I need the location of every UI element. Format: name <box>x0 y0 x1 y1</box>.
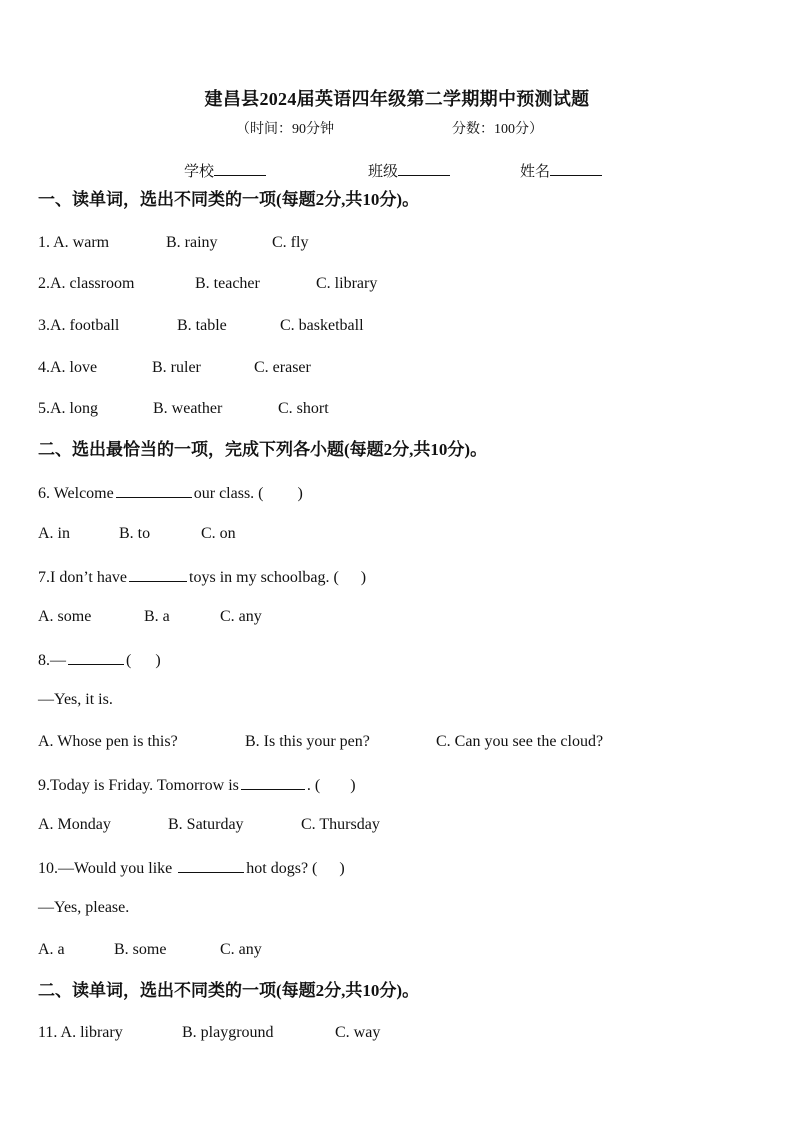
q6-option-a[interactable]: A. in <box>38 525 70 542</box>
school-field <box>184 160 266 181</box>
question-8-reply: —Yes, it is. <box>38 691 113 708</box>
q6-stem-start: 6. Welcome <box>38 485 114 502</box>
question-10-reply: —Yes, please. <box>38 899 130 916</box>
q8-option-c[interactable]: C. Can you see the cloud? <box>436 733 604 750</box>
q3-option-a[interactable]: 3.A. football <box>38 317 120 334</box>
q9-option-a[interactable]: A. Monday <box>38 816 111 833</box>
q9-blank[interactable] <box>241 774 305 790</box>
q9-option-c[interactable]: C. Thursday <box>301 816 380 833</box>
exam-score: 分数：100分） <box>452 122 543 137</box>
q9-stem-end: . ( <box>306 777 321 794</box>
name-field <box>520 160 602 181</box>
q10-stem-start: 10.—Would you like <box>38 860 173 877</box>
q8-paren-close: ) <box>155 652 161 669</box>
q7-option-b[interactable]: B. a <box>144 608 170 625</box>
question-10-stem <box>38 857 345 879</box>
q11-option-b[interactable]: B. playground <box>182 1024 274 1041</box>
question-8-stem <box>38 649 161 671</box>
q11-option-c[interactable]: C. way <box>335 1024 381 1041</box>
q6-paren-close: ) <box>297 485 303 502</box>
question-9-stem <box>38 774 356 796</box>
q2-option-a[interactable]: 2.A. classroom <box>38 275 135 292</box>
q7-stem-start: 7.I don’t have <box>38 569 128 586</box>
q10-option-b[interactable]: B. some <box>114 941 167 958</box>
q9-stem-start: 9.Today is Friday. Tomorrow is <box>38 777 239 794</box>
q8-option-a[interactable]: A. Whose pen is this? <box>38 733 178 750</box>
q11-option-a[interactable]: 11. A. library <box>38 1024 123 1041</box>
q6-blank[interactable] <box>116 482 192 498</box>
q10-option-a[interactable]: A. a <box>38 941 65 958</box>
q7-option-a[interactable]: A. some <box>38 608 92 625</box>
q9-paren-close: ) <box>350 777 356 794</box>
section1-heading: 一、读单词，选出不同类的一项(每题2分,共10分)。 <box>38 190 420 209</box>
q8-stem-start: 8.— <box>38 652 66 669</box>
school-blank[interactable] <box>214 161 266 176</box>
class-blank[interactable] <box>398 161 450 176</box>
q7-blank[interactable] <box>129 566 187 582</box>
q6-option-c[interactable]: C. on <box>201 525 236 542</box>
q10-stem-end: hot dogs? ( <box>246 860 318 877</box>
q8-blank[interactable] <box>68 649 124 665</box>
page-title: 建昌县2024届英语四年级第二学期期中预测试题 <box>204 89 590 109</box>
school-label: 学校 <box>184 164 215 180</box>
q1-option-a[interactable]: 1. A. warm <box>38 234 110 251</box>
q6-stem-end: our class. ( <box>193 485 264 502</box>
section3-heading: 二、读单词，选出不同类的一项(每题2分,共10分)。 <box>38 981 420 1000</box>
q2-option-b[interactable]: B. teacher <box>195 275 260 292</box>
q10-blank[interactable] <box>178 857 244 873</box>
q3-option-c[interactable]: C. basketball <box>280 317 364 334</box>
name-label: 姓名 <box>520 164 551 180</box>
q5-option-b[interactable]: B. weather <box>153 400 223 417</box>
q2-option-c[interactable]: C. library <box>316 275 378 292</box>
name-blank[interactable] <box>550 161 602 176</box>
section2-heading: 二、选出最恰当的一项，完成下列各小题(每题2分,共10分)。 <box>38 440 488 459</box>
q7-option-c[interactable]: C. any <box>220 608 262 625</box>
q9-option-b[interactable]: B. Saturday <box>168 816 244 833</box>
q8-option-b[interactable]: B. Is this your pen? <box>245 733 370 750</box>
q5-option-a[interactable]: 5.A. long <box>38 400 98 417</box>
question-7-stem <box>38 566 366 588</box>
class-field <box>368 160 450 181</box>
q5-option-c[interactable]: C. short <box>278 400 329 417</box>
q7-stem-end: toys in my schoolbag. ( <box>189 569 339 586</box>
exam-time: （时间：90分钟 <box>236 122 334 137</box>
q6-option-b[interactable]: B. to <box>119 525 151 542</box>
q3-option-b[interactable]: B. table <box>177 317 227 334</box>
q1-option-b[interactable]: B. rainy <box>166 234 218 251</box>
class-label: 班级 <box>368 164 399 180</box>
q4-option-c[interactable]: C. eraser <box>254 359 311 376</box>
q7-paren-close: ) <box>360 569 367 586</box>
q1-option-c[interactable]: C. fly <box>272 234 309 251</box>
q10-paren-close: ) <box>339 860 345 877</box>
q10-option-c[interactable]: C. any <box>220 941 262 958</box>
q4-option-a[interactable]: 4.A. love <box>38 359 98 376</box>
question-6-stem <box>38 482 303 504</box>
q8-paren-open: ( <box>126 652 132 669</box>
q4-option-b[interactable]: B. ruler <box>152 359 201 376</box>
